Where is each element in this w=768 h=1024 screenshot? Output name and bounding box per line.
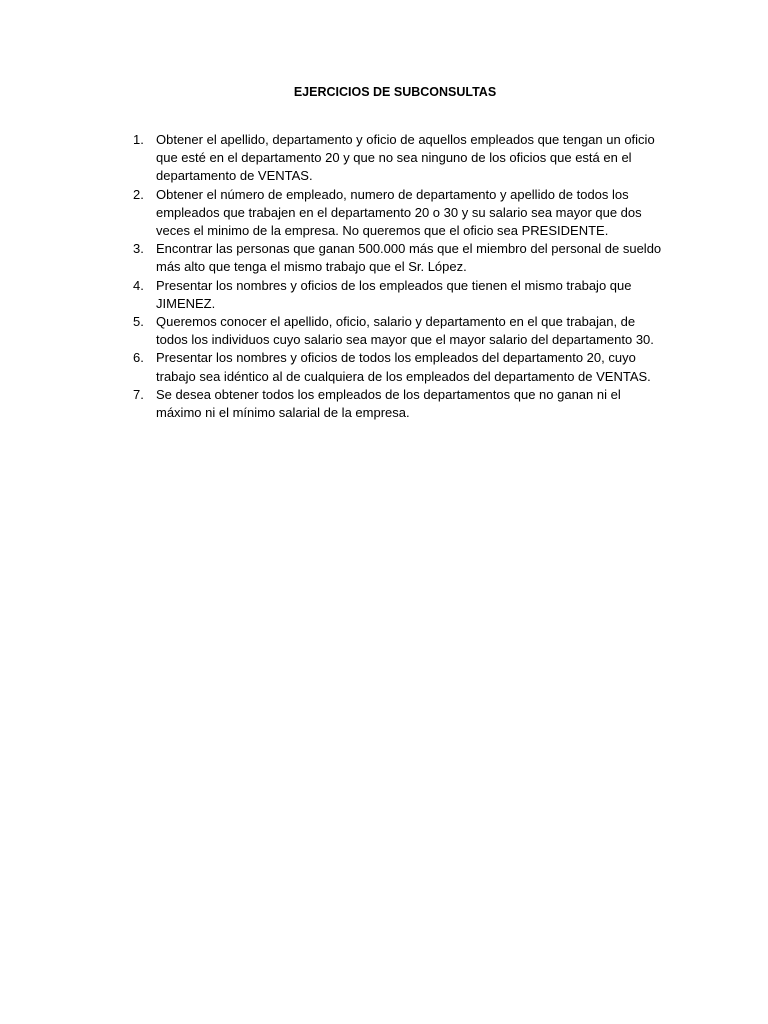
exercise-number: 7.: [133, 386, 144, 402]
exercise-number: 2.: [133, 186, 144, 202]
exercise-number: 4.: [133, 277, 144, 293]
exercise-item-6: [0, 349, 666, 385]
exercise-text: Encontrar las personas que ganan 500.000 más que el miembro del personal de sueldo más alto que tenga el mismo trabajo que el Sr. López.: [156, 241, 662, 275]
exercise-item-1: [0, 131, 666, 186]
exercise-text: Queremos conocer el apellido, oficio, salario y departamento en el que trabajan, de todos los individuos cuyo salario sea mayor que el mayor salario del departamento 30.: [156, 314, 654, 348]
exercise-item-3: [0, 240, 666, 276]
exercise-text: Presentar los nombres y oficios de los empleados que tienen el mismo trabajo que JIMENEZ.: [156, 277, 632, 311]
exercise-text: Presentar los nombres y oficios de todos los empleados del departamento 20, cuyo trabajo sea idéntico al de cualquiera de los empleados del departamento de VENTAS.: [156, 350, 651, 384]
exercise-item-2: [0, 186, 666, 241]
exercise-number: 5.: [133, 314, 144, 330]
exercise-list: [0, 131, 666, 422]
document-title: EJERCICIOS DE SUBCONSULTAS: [293, 85, 497, 99]
exercise-text: Se desea obtener todos los empleados de los departamentos que no ganan ni el máximo ni el mínimo salarial de la empresa.: [156, 386, 621, 421]
exercise-item-7: [0, 386, 666, 422]
exercise-number: 3.: [133, 241, 144, 257]
exercise-item-4: [0, 277, 666, 313]
exercise-text: Obtener el apellido, departamento y oficio de aquellos empleados que tengan un oficio que esté en el departamento 20 y que no sea ninguno de los oficios que está en el departamento de VENTAS.: [156, 132, 655, 184]
exercise-number: 6.: [133, 350, 144, 366]
exercise-text: Obtener el número de empleado, numero de departamento y apellido de todos los empleados que trabajen en el departamento 20 o 30 y su salario sea mayor que dos veces el minimo de la empresa. No queremos que el oficio sea PRESIDENTE.: [156, 186, 642, 239]
exercise-item-5: [0, 313, 666, 349]
exercise-number: 1.: [133, 132, 144, 147]
